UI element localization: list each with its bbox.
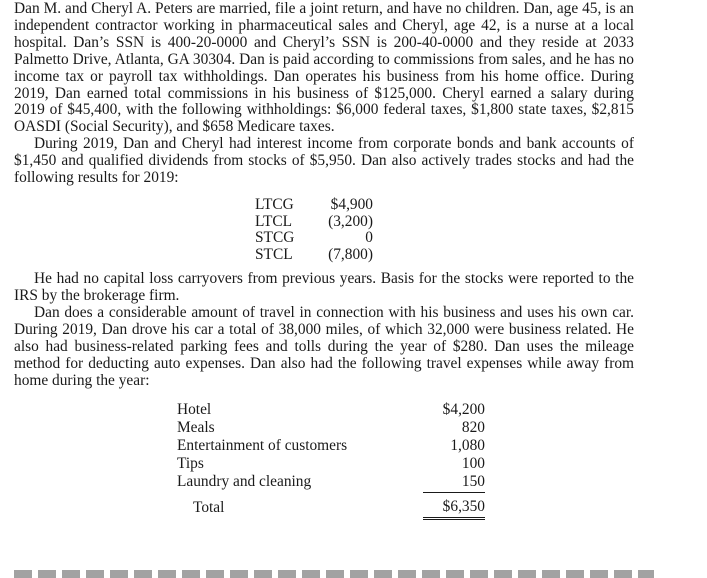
paragraph-investment-income: During 2019, Dan and Cheryl had interest income from corporate bonds and bank accounts of $1,450 and qualified dividends from stocks of $5,950. Dan also actively trades stocks and had the following results for 2019: xyxy=(14,135,634,187)
table-row xyxy=(177,401,485,419)
table-row xyxy=(177,419,485,437)
expense-value: 150 xyxy=(423,473,485,493)
table-row xyxy=(255,247,373,264)
capital-value: (7,800) xyxy=(328,245,373,263)
capital-label: LTCG xyxy=(255,195,294,213)
table-row xyxy=(177,455,485,473)
total-row xyxy=(177,492,485,518)
capital-value: $4,900 xyxy=(330,195,373,213)
expense-value: 1,080 xyxy=(450,436,485,454)
travel-expenses-table xyxy=(177,401,485,520)
table-row xyxy=(255,230,373,247)
expense-value: $4,200 xyxy=(442,400,485,418)
table-row xyxy=(177,437,485,455)
paragraph-travel: Dan does a considerable amount of travel in connection with his business and uses his own car. During 2019, Dan drove his car a total of 38,000 miles, of which 32,000 were business related. He also had business-related parking fees and tolls during the year of $280. Dan uses the mileage method for deducting auto expenses. Dan also had the following travel expenses while away from home during the year: xyxy=(14,304,634,389)
total-label: Total xyxy=(193,498,225,516)
capital-label: STCL xyxy=(255,245,293,263)
expense-label: Laundry and cleaning xyxy=(177,473,312,491)
expense-label: Entertainment of customers xyxy=(177,436,348,454)
capital-label: STCG xyxy=(255,229,295,247)
capital-label: LTCL xyxy=(255,212,293,230)
table-row xyxy=(255,214,373,231)
expense-label: Tips xyxy=(177,454,204,472)
capital-gains-table xyxy=(255,197,373,263)
capital-value: (3,200) xyxy=(328,212,373,230)
table-row xyxy=(255,197,373,214)
expense-value: 820 xyxy=(461,418,485,436)
paragraph-carryovers: He had no capital loss carryovers from previous years. Basis for the stocks were reported to the IRS by the brokerage firm. xyxy=(14,270,634,305)
total-value: $6,350 xyxy=(423,492,485,518)
document-page xyxy=(14,1,634,520)
capital-value: 0 xyxy=(365,229,373,247)
table-row xyxy=(177,473,485,493)
expense-value: 100 xyxy=(461,454,485,472)
expense-label: Meals xyxy=(177,418,215,436)
expense-label: Hotel xyxy=(177,400,212,418)
cropped-next-line xyxy=(14,570,654,578)
paragraph-intro: Dan M. and Cheryl A. Peters are married, file a joint return, and have no children. Dan, age 45, is an independent contractor working in pharmaceutical sales and Cheryl, age 42, is a nurse at a local hospital. Dan’s SSN is 400-20-0000 and Cheryl’s SSN is 200-40-0000 and they reside at 2033 Palmetto Drive, Atlanta, GA 30304. Dan is paid according to commissions from sales, and he has no income tax or payroll tax withholdings. Dan operates his business from his home office. During 2019, Dan earned total commissions in his business of $125,000. Cheryl earned a salary during 2019 of $45,400, with the following withholdings: $6,000 federal taxes, $1,800 state taxes, $2,815 OASDI (Social Security), and $658 Medicare taxes. xyxy=(14,0,634,136)
